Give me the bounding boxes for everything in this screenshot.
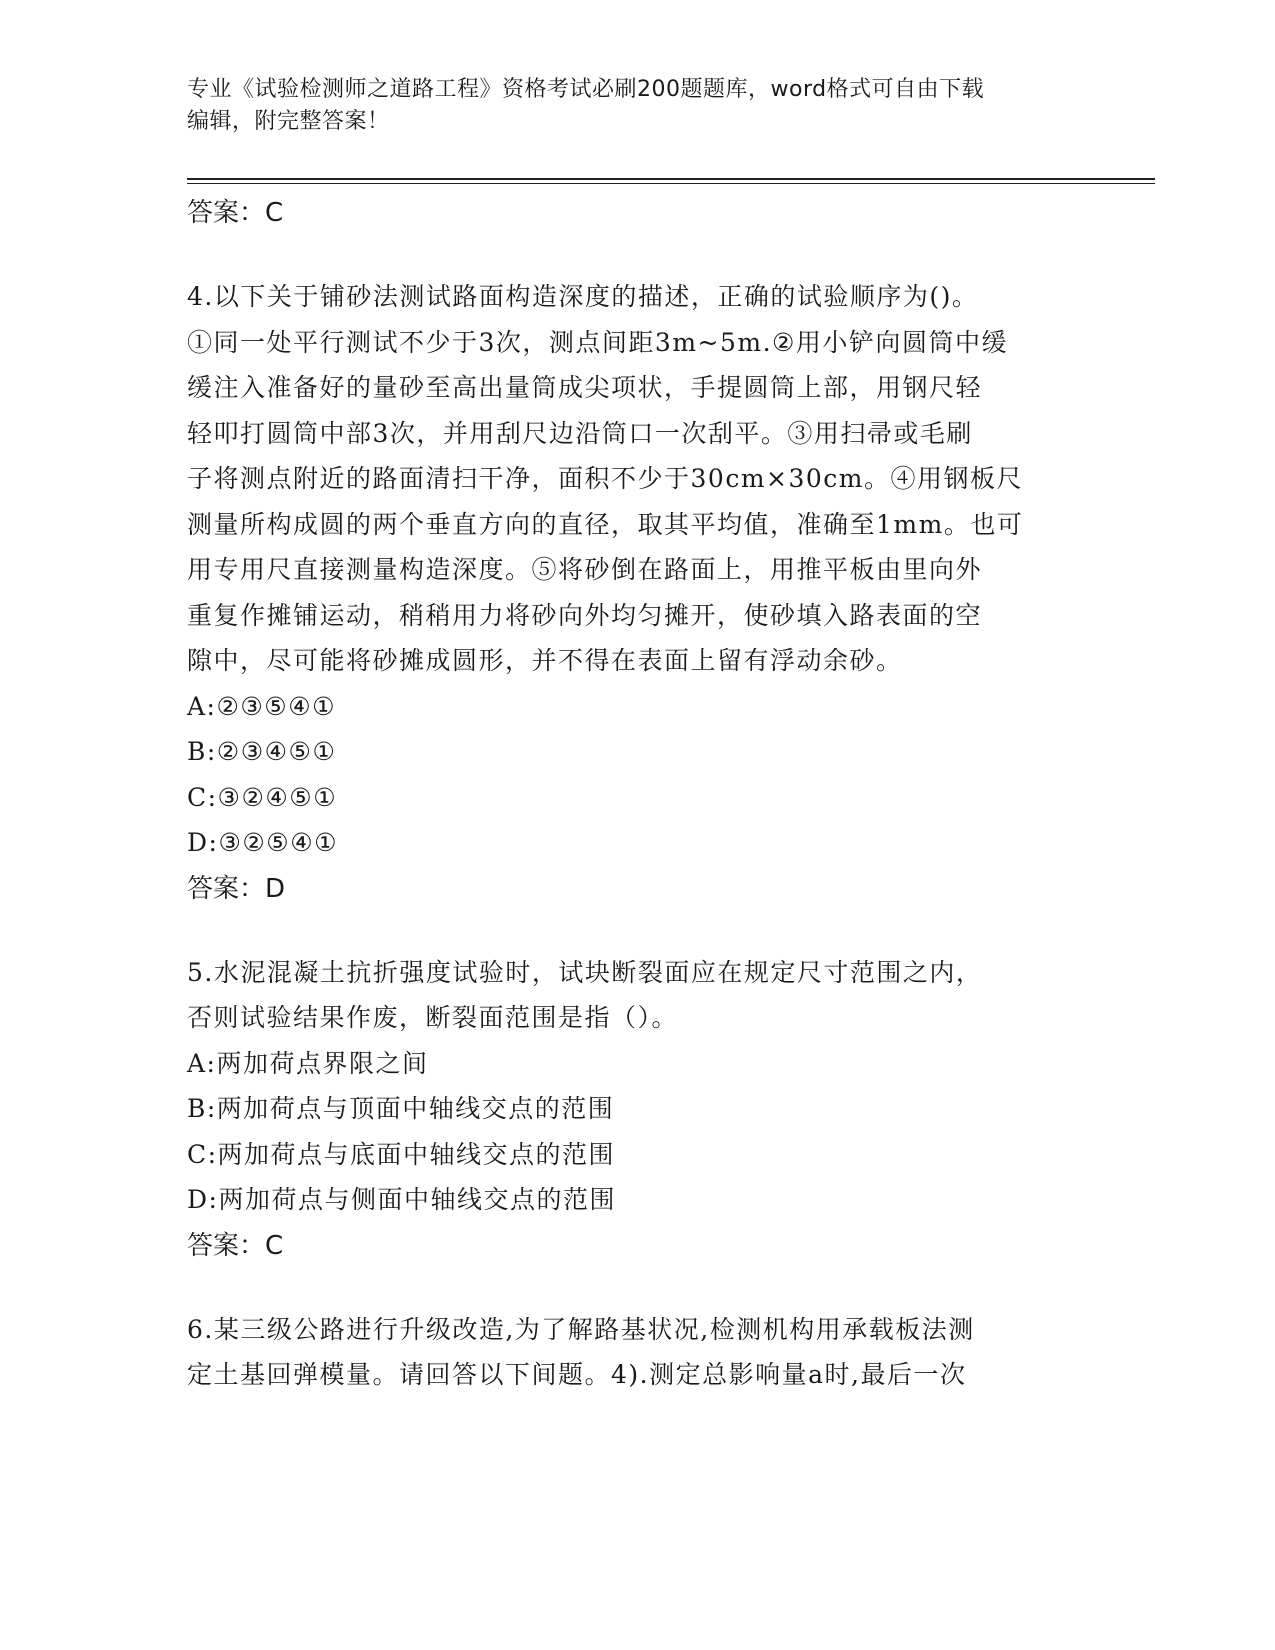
q4-option-b: B:②③④⑤① [187, 737, 337, 766]
question-4-text: 4.以下关于铺砂法测试路面构造深度的描述，正确的试验顺序为()。 ①同一处平行测试不少于3次，测点间距3m~5m.②用小铲向圆筒中缓 缓注入准备好的量砂至高出量筒成尖项状，手提圆筒上部，用钢尺轻 轻叩打圆筒中部3次，并用刮尺边沿筒口一次刮平。③用扫帚或毛刷 子将测点附近的路面清扫干净，面积不少于30cm×30cm。④用钢板尺 测量所构成圆的两个垂直方向的直径，取其平均值，准确至1mm。也可 用专用尺直接测量构造深度。⑤将砂倒在路面上，用推平板由里向外 重复作摊铺运动，稍稍用力将砂向外均匀摊开，使砂填入路表面的空 隙中，尽可能将砂摊成圆形，并不得在表面上留有浮动余砂。 [187, 282, 1024, 675]
page-header [187, 74, 1087, 138]
question-6-text: 6.某三级公路进行升级改造,为了解路基状况,检测机构用承载板法测 定土基回弹模量。请回答以下间题。4).测定总影响量a时,最后一次 [187, 1314, 975, 1389]
answer-q5: 答案：C [187, 1230, 284, 1261]
q4-option-c: C:③②④⑤① [187, 782, 338, 812]
q5-option-c: C:两加荷点与底面中轴线交点的范围 [187, 1139, 616, 1169]
document-body [187, 190, 1087, 1398]
answer-q3: 答案：C [187, 198, 284, 228]
header-line-2: 编辑，附完整答案！ [187, 109, 390, 134]
header-divider-thin [187, 183, 1155, 184]
header-line-1: 专业《试验检测师之道路工程》资格考试必刷200题题库，word格式可自由下载 [187, 77, 985, 102]
q5-option-a: A:两加荷点界限之间 [187, 1048, 429, 1078]
q4-option-d: D:③②⑤④① [187, 828, 339, 857]
header-divider-thick [187, 178, 1155, 180]
question-5-text: 5.水泥混凝土抗折强度试验时，试块断裂面应在规定尺寸范围之内， 否则试验结果作废，断裂面范围是指（）。 [187, 957, 983, 1032]
q5-option-b: B:两加荷点与顶面中轴线交点的范围 [187, 1094, 615, 1123]
q4-option-a: A:②③⑤④① [187, 691, 337, 721]
q5-option-d: D:两加荷点与侧面中轴线交点的范围 [187, 1185, 616, 1214]
answer-q4: 答案：D [187, 873, 286, 904]
